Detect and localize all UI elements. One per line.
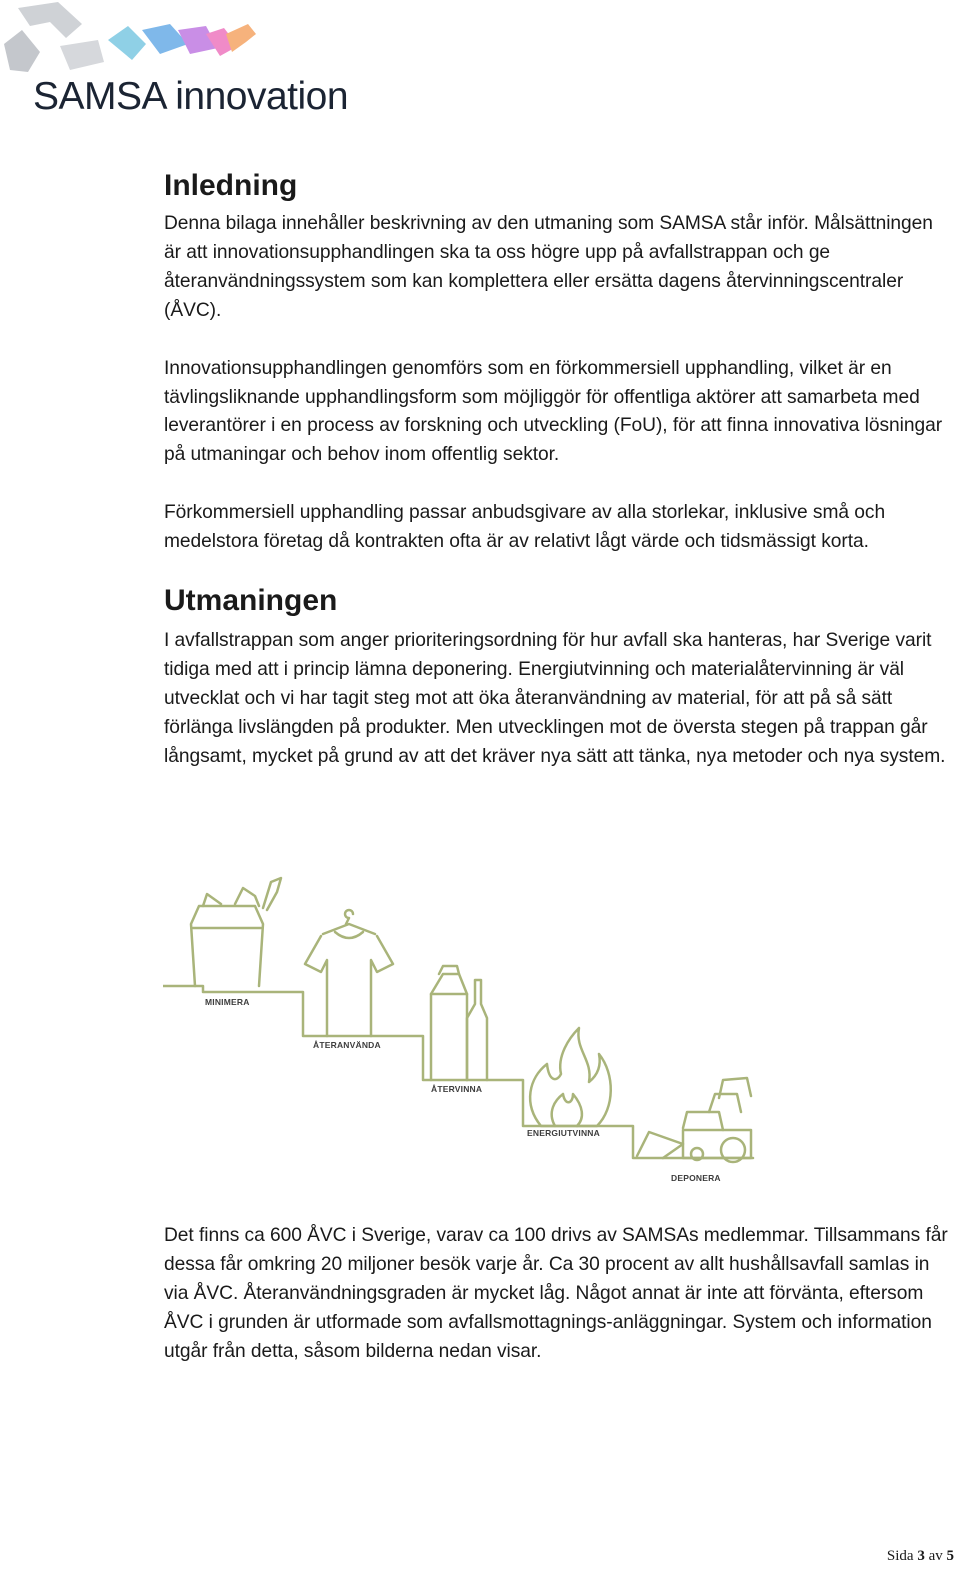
samsa-logo xyxy=(0,0,400,125)
footer-current-page: 3 xyxy=(917,1548,925,1564)
challenge-paragraph: I avfallstrappan som anger prioriteringsordning för hur avfall ska hanteras, har Sverige varit tidiga med att i princip lämna deponering. Energiutvinning och materialåtervinning är väl utvecklat och vi har tagit steg mot att öka återanvändning av material, för att på så sätt förlänga livslängden på produkter. Men utvecklingen mot de översta stegen på trappan går långsamt, mycket på grund av att det kräver nya sätt att tänka, nya metoder och nya system. xyxy=(164,630,946,767)
main-content xyxy=(164,166,954,772)
staircase-line xyxy=(163,986,753,1158)
waste-hierarchy-illustration xyxy=(163,868,763,1198)
tshirt-icon xyxy=(305,910,393,1036)
heading-inledning: Inledning xyxy=(164,169,298,202)
flame-icon xyxy=(530,1028,611,1126)
intro-paragraph-2: Innovationsupphandlingen genomförs som en förkommersiell upphandling, vilket är en tävlingsliknande upphandlingsform som möjliggör för offentliga aktörer att samarbeta med leverantörer i en process av forskning och utveckling (FoU), för att finna innovativa lösningar på utmaningar och behov inom offentlig sektor. xyxy=(164,357,943,466)
closing-section xyxy=(164,1222,954,1367)
label-deponera: DEPONERA xyxy=(671,1173,721,1183)
page-footer xyxy=(887,1548,954,1565)
label-ateranvanda: ÅTERANVÄNDA xyxy=(313,1040,381,1050)
heading-utmaningen: Utmaningen xyxy=(164,584,338,618)
packaging-icon xyxy=(431,966,487,1080)
bulldozer-icon xyxy=(637,1078,751,1162)
closing-paragraph: Det finns ca 600 ÅVC i Sverige, varav ca 100 drivs av SAMSAs medlemmar. Tillsammans får dessa får omkring 20 miljoner besök varje år. Ca 30 procent av allt hushållsavfall samlas in via ÅVC. Återanvändningsgraden är mycket låg. Något annat är inte att förvänta, eftersom ÅVC i grunden är utformade som avfallsmottagnings-anläggningar. System och information utgår från detta, såsom bilderna nedan visar. xyxy=(164,1225,948,1362)
footer-middle: av xyxy=(924,1548,947,1564)
label-atervinna: ÅTERVINNA xyxy=(431,1084,483,1094)
logo-wordmark: SAMSA innovation xyxy=(33,75,349,118)
shopping-bag-icon xyxy=(191,878,281,986)
footer-total-pages: 5 xyxy=(946,1548,954,1564)
intro-paragraph-3: Förkommersiell upphandling passar anbudsgivare av alla storlekar, inklusive små och medelstora företag då kontrakten ofta är av relativt lågt värde och tidsmässigt korta. xyxy=(164,502,886,553)
label-minimera: MINIMERA xyxy=(205,997,250,1007)
intro-paragraph-1: Denna bilaga innehåller beskrivning av den utmaning som SAMSA står inför. Målsättningen är att innovationsupphandlingen ska ta oss högre upp på avfallstrappan och ge återanvändningssystem som kan komplettera eller ersätta dagens återvinningscentraler (ÅVC). xyxy=(164,213,933,321)
footer-prefix: Sida xyxy=(886,1548,918,1564)
label-energiutvinna: ENERGIUTVINNA xyxy=(527,1128,600,1138)
